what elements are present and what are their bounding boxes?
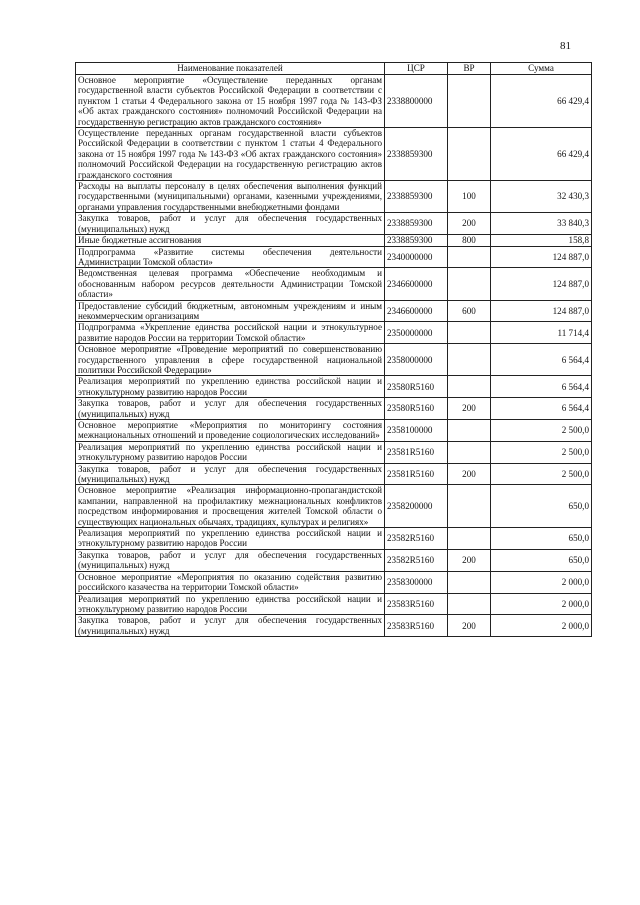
table-row xyxy=(76,322,592,344)
row-code-cell: 23582R5160 xyxy=(385,528,448,550)
table-row xyxy=(76,463,592,485)
row-sum-cell: 6 564,4 xyxy=(491,376,592,398)
row-vr-cell xyxy=(448,246,491,268)
table-row xyxy=(76,344,592,376)
row-code-cell: 23583R5160 xyxy=(385,615,448,637)
table-row xyxy=(76,128,592,181)
row-name-cell: Иные бюджетные ассигнования xyxy=(76,235,385,246)
table-row xyxy=(76,300,592,322)
budget-table xyxy=(75,62,592,637)
row-vr-cell xyxy=(448,322,491,344)
table-header-row xyxy=(76,63,592,75)
row-code-cell: 2358100000 xyxy=(385,420,448,442)
row-name-cell: Ведомственная целевая программа «Обеспечение необходимым и обоснованным набором ресурсов деятельности Администрации Томской области» xyxy=(76,268,385,300)
row-name-cell: Основное мероприятие «Мероприятия по оказанию содействия развитию российского казачества на территории Томской области» xyxy=(76,571,385,593)
row-code-cell: 2358000000 xyxy=(385,344,448,376)
row-code-cell: 2338859300 xyxy=(385,235,448,246)
row-sum-cell: 11 714,4 xyxy=(491,322,592,344)
row-code-cell: 2338859300 xyxy=(385,213,448,235)
row-vr-cell xyxy=(448,420,491,442)
row-vr-cell: 200 xyxy=(448,398,491,420)
table-row xyxy=(76,75,592,128)
row-sum-cell: 32 430,3 xyxy=(491,181,592,213)
table-row xyxy=(76,485,592,528)
table-row xyxy=(76,549,592,571)
row-vr-cell: 800 xyxy=(448,235,491,246)
row-sum-cell: 124 887,0 xyxy=(491,246,592,268)
header-code: ЦСР xyxy=(385,63,448,75)
row-sum-cell: 2 000,0 xyxy=(491,571,592,593)
row-sum-cell: 158,8 xyxy=(491,235,592,246)
row-vr-cell xyxy=(448,75,491,128)
row-sum-cell: 2 500,0 xyxy=(491,463,592,485)
row-vr-cell xyxy=(448,441,491,463)
row-code-cell: 23580R5160 xyxy=(385,376,448,398)
row-sum-cell: 2 000,0 xyxy=(491,615,592,637)
row-name-cell: Основное мероприятие «Осуществление переданных органам государственной власти субъектов Российской Федерации в соответствии с пунктом 1 статьи 4 Федерального закона от 15 ноября 1997 года № 143-ФЗ «Об актах гражданского состояния» полномочий Российской Федерации на государственную регистрацию актов гражданского состояния» xyxy=(76,75,385,128)
row-sum-cell: 66 429,4 xyxy=(491,128,592,181)
row-name-cell: Подпрограмма «Развитие системы обеспечения деятельности Администрации Томской области» xyxy=(76,246,385,268)
row-vr-cell xyxy=(448,268,491,300)
row-sum-cell: 650,0 xyxy=(491,528,592,550)
row-vr-cell: 200 xyxy=(448,549,491,571)
page-number: 81 xyxy=(560,40,571,52)
row-sum-cell: 66 429,4 xyxy=(491,75,592,128)
row-code-cell: 2338859300 xyxy=(385,181,448,213)
row-code-cell: 2346600000 xyxy=(385,268,448,300)
row-code-cell: 23582R5160 xyxy=(385,549,448,571)
row-code-cell: 2340000000 xyxy=(385,246,448,268)
table-row xyxy=(76,441,592,463)
row-vr-cell: 200 xyxy=(448,463,491,485)
row-vr-cell: 200 xyxy=(448,615,491,637)
row-code-cell: 2358200000 xyxy=(385,485,448,528)
table-body xyxy=(76,75,592,637)
table-row xyxy=(76,268,592,300)
row-name-cell: Реализация мероприятий по укреплению единства российской нации и этнокультурному развитию народов России xyxy=(76,593,385,615)
row-name-cell: Закупка товаров, работ и услуг для обеспечения государственных (муниципальных) нужд xyxy=(76,398,385,420)
row-sum-cell: 2 500,0 xyxy=(491,420,592,442)
row-name-cell: Основное мероприятие «Реализация информационно-пропагандистской кампании, направленной на профилактику межнациональных конфликтов посредством информирования и просвещения жителей Томской области о существующих национальных обычаях, традициях, культурах и религиях» xyxy=(76,485,385,528)
row-name-cell: Закупка товаров, работ и услуг для обеспечения государственных (муниципальных) нужд xyxy=(76,213,385,235)
table-row xyxy=(76,398,592,420)
row-vr-cell: 100 xyxy=(448,181,491,213)
row-name-cell: Расходы на выплаты персоналу в целях обеспечения выполнения функций государственными (муниципальными) органами, казенными учреждениями, органами управления государственными внебюджетными фондами xyxy=(76,181,385,213)
row-name-cell: Закупка товаров, работ и услуг для обеспечения государственных (муниципальных) нужд xyxy=(76,463,385,485)
row-vr-cell xyxy=(448,344,491,376)
row-code-cell: 23583R5160 xyxy=(385,593,448,615)
table-row xyxy=(76,246,592,268)
row-name-cell: Осуществление переданных органам государственной власти субъектов Российской Федерации в соответствии с пунктом 1 статьи 4 Федерального закона от 15 ноября 1997 года № 143-ФЗ «Об актах гражданского состояния» полномочий Российской Федерации на государственную регистрацию актов гражданского состояния xyxy=(76,128,385,181)
row-sum-cell: 6 564,4 xyxy=(491,344,592,376)
row-vr-cell xyxy=(448,485,491,528)
row-vr-cell xyxy=(448,571,491,593)
row-sum-cell: 650,0 xyxy=(491,549,592,571)
row-code-cell: 2346600000 xyxy=(385,300,448,322)
table-row xyxy=(76,235,592,246)
row-code-cell: 23581R5160 xyxy=(385,441,448,463)
table-row xyxy=(76,376,592,398)
row-sum-cell: 124 887,0 xyxy=(491,300,592,322)
table-row xyxy=(76,181,592,213)
table-row xyxy=(76,593,592,615)
row-name-cell: Основное мероприятие «Мероприятия по мониторингу состояния межнациональных отношений и проведение социологических исследований» xyxy=(76,420,385,442)
row-vr-cell xyxy=(448,376,491,398)
row-code-cell: 2358300000 xyxy=(385,571,448,593)
row-name-cell: Предоставление субсидий бюджетным, автономным учреждениям и иным некоммерческим организациям xyxy=(76,300,385,322)
header-sum: Сумма xyxy=(491,63,592,75)
row-sum-cell: 33 840,3 xyxy=(491,213,592,235)
row-name-cell: Реализация мероприятий по укреплению единства российской нации и этнокультурному развитию народов России xyxy=(76,376,385,398)
row-code-cell: 23580R5160 xyxy=(385,398,448,420)
table-row xyxy=(76,615,592,637)
row-name-cell: Закупка товаров, работ и услуг для обеспечения государственных (муниципальных) нужд xyxy=(76,615,385,637)
row-vr-cell: 200 xyxy=(448,213,491,235)
row-vr-cell xyxy=(448,128,491,181)
row-code-cell: 23581R5160 xyxy=(385,463,448,485)
table-row xyxy=(76,420,592,442)
row-sum-cell: 2 000,0 xyxy=(491,593,592,615)
row-name-cell: Реализация мероприятий по укреплению единства российской нации и этнокультурному развитию народов России xyxy=(76,441,385,463)
row-sum-cell: 124 887,0 xyxy=(491,268,592,300)
row-vr-cell xyxy=(448,528,491,550)
table-row xyxy=(76,213,592,235)
row-name-cell: Реализация мероприятий по укреплению единства российской нации и этнокультурному развитию народов России xyxy=(76,528,385,550)
row-vr-cell xyxy=(448,593,491,615)
row-name-cell: Основное мероприятие «Проведение мероприятий по совершенствованию государственного управления в сфере государственной национальной политики Российской Федерации» xyxy=(76,344,385,376)
row-sum-cell: 650,0 xyxy=(491,485,592,528)
table-row xyxy=(76,528,592,550)
row-sum-cell: 2 500,0 xyxy=(491,441,592,463)
row-vr-cell: 600 xyxy=(448,300,491,322)
header-vr: ВР xyxy=(448,63,491,75)
row-name-cell: Закупка товаров, работ и услуг для обеспечения государственных (муниципальных) нужд xyxy=(76,549,385,571)
table-row xyxy=(76,571,592,593)
row-name-cell: Подпрограмма «Укрепление единства российской нации и этнокультурное развитие народов России на территории Томской области» xyxy=(76,322,385,344)
row-code-cell: 2350000000 xyxy=(385,322,448,344)
row-sum-cell: 6 564,4 xyxy=(491,398,592,420)
header-name: Наименование показателей xyxy=(76,63,385,75)
row-code-cell: 2338800000 xyxy=(385,75,448,128)
row-code-cell: 2338859300 xyxy=(385,128,448,181)
